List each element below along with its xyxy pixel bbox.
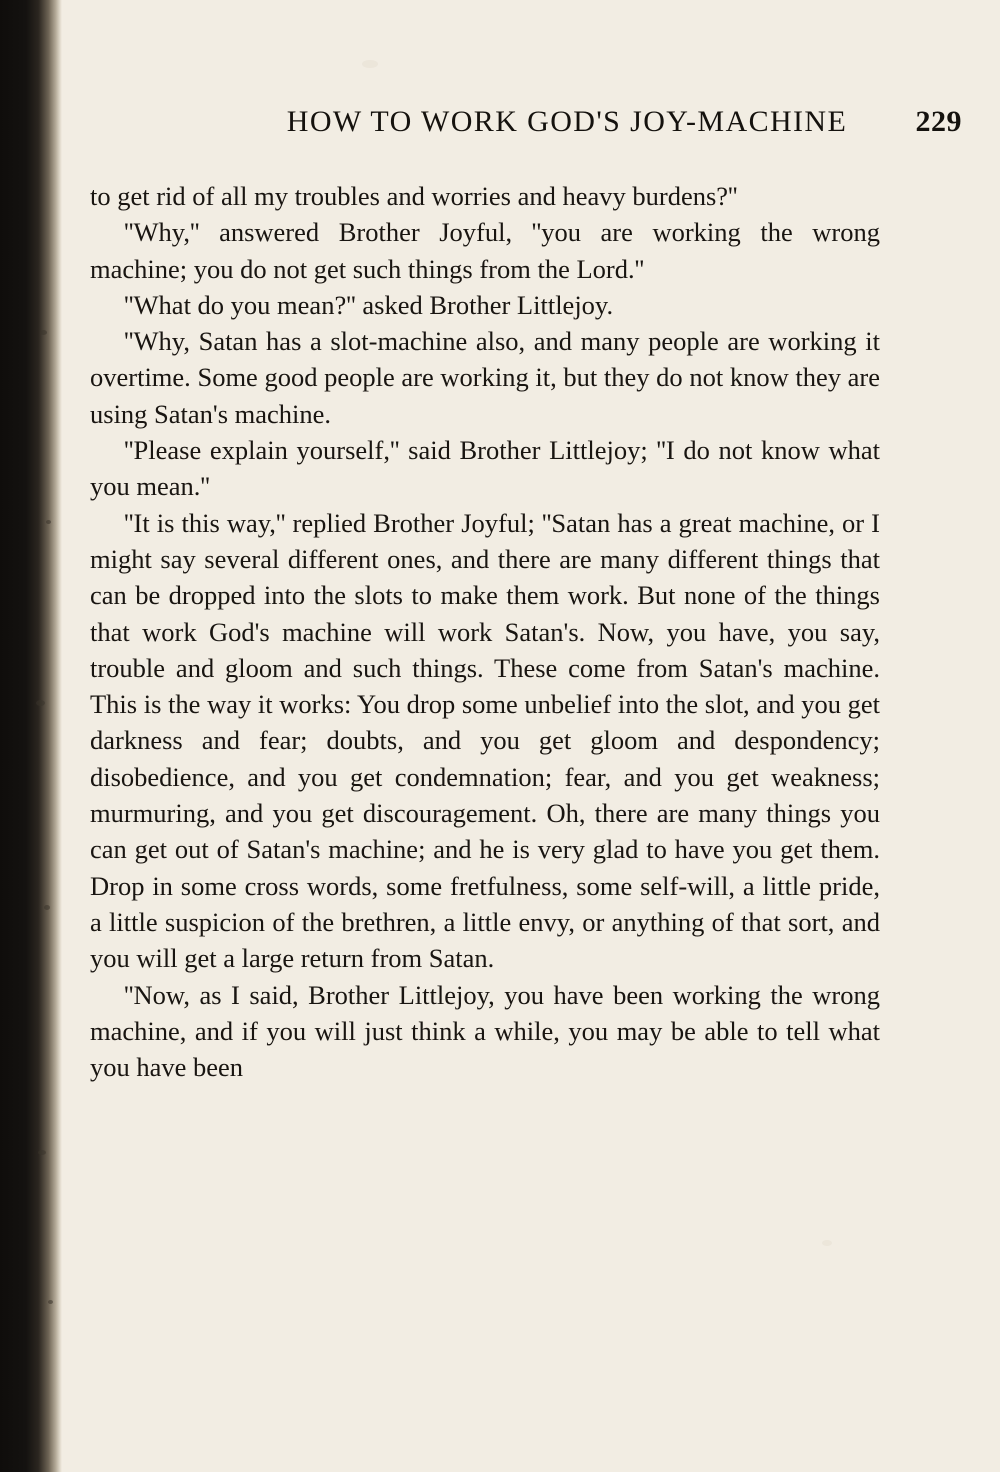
body-text [90, 178, 880, 1085]
paragraph: ''Now, as I said, Brother Littlejoy, you have been working the wrong machine, and if you will just think a while, you may be able to tell what you have been [90, 979, 880, 1083]
paragraph: ''Why,'' answered Brother Joyful, ''you are working the wrong machine; you do not get such things from the Lord.'' [90, 217, 880, 284]
paragraph: ''Please explain yourself,'' said Brother Littlejoy; ''I do not know what you mean.'' [90, 435, 880, 502]
running-head-title: HOW TO WORK GOD'S JOY-MACHINE [286, 105, 848, 138]
paper-blemish [362, 60, 378, 68]
running-head [172, 105, 962, 139]
paper-blemish [822, 1240, 832, 1246]
page-number: 229 [915, 105, 962, 138]
paragraph: ''It is this way,'' replied Brother Joyful; ''Satan has a great machine, or I might say several different ones, and there are many different things that can be dropped into the slots to make them work. But none of the things that work God's machine will work Satan's. Now, you have, you say, trouble and gloom and such things. These come from Satan's machine. This is the way it works: You drop some unbelief into the slot, and you get darkness and fear; doubts, and you get gloom and despondency; disobedience, and you get condemnation; fear, and you get weakness; murmuring, and you get discouragement. Oh, there are many things you can get out of Satan's machine; and he is very glad to have you get them. Drop in some cross words, some fretfulness, some self-will, a little pride, a little suspicion of the brethren, a little envy, or anything of that sort, and you will get a large return from Satan. [90, 507, 880, 974]
paragraph: to get rid of all my troubles and worries and heavy burdens?'' [90, 181, 738, 211]
scan-gutter-shadow [0, 0, 62, 1472]
paragraph: ''What do you mean?'' asked Brother Littlejoy. [124, 289, 614, 320]
page-body [62, 0, 1000, 1472]
paragraph: ''Why, Satan has a slot-machine also, and many people are working it overtime. Some good people are working it, but they do not know they are using Satan's machine. [90, 326, 880, 429]
